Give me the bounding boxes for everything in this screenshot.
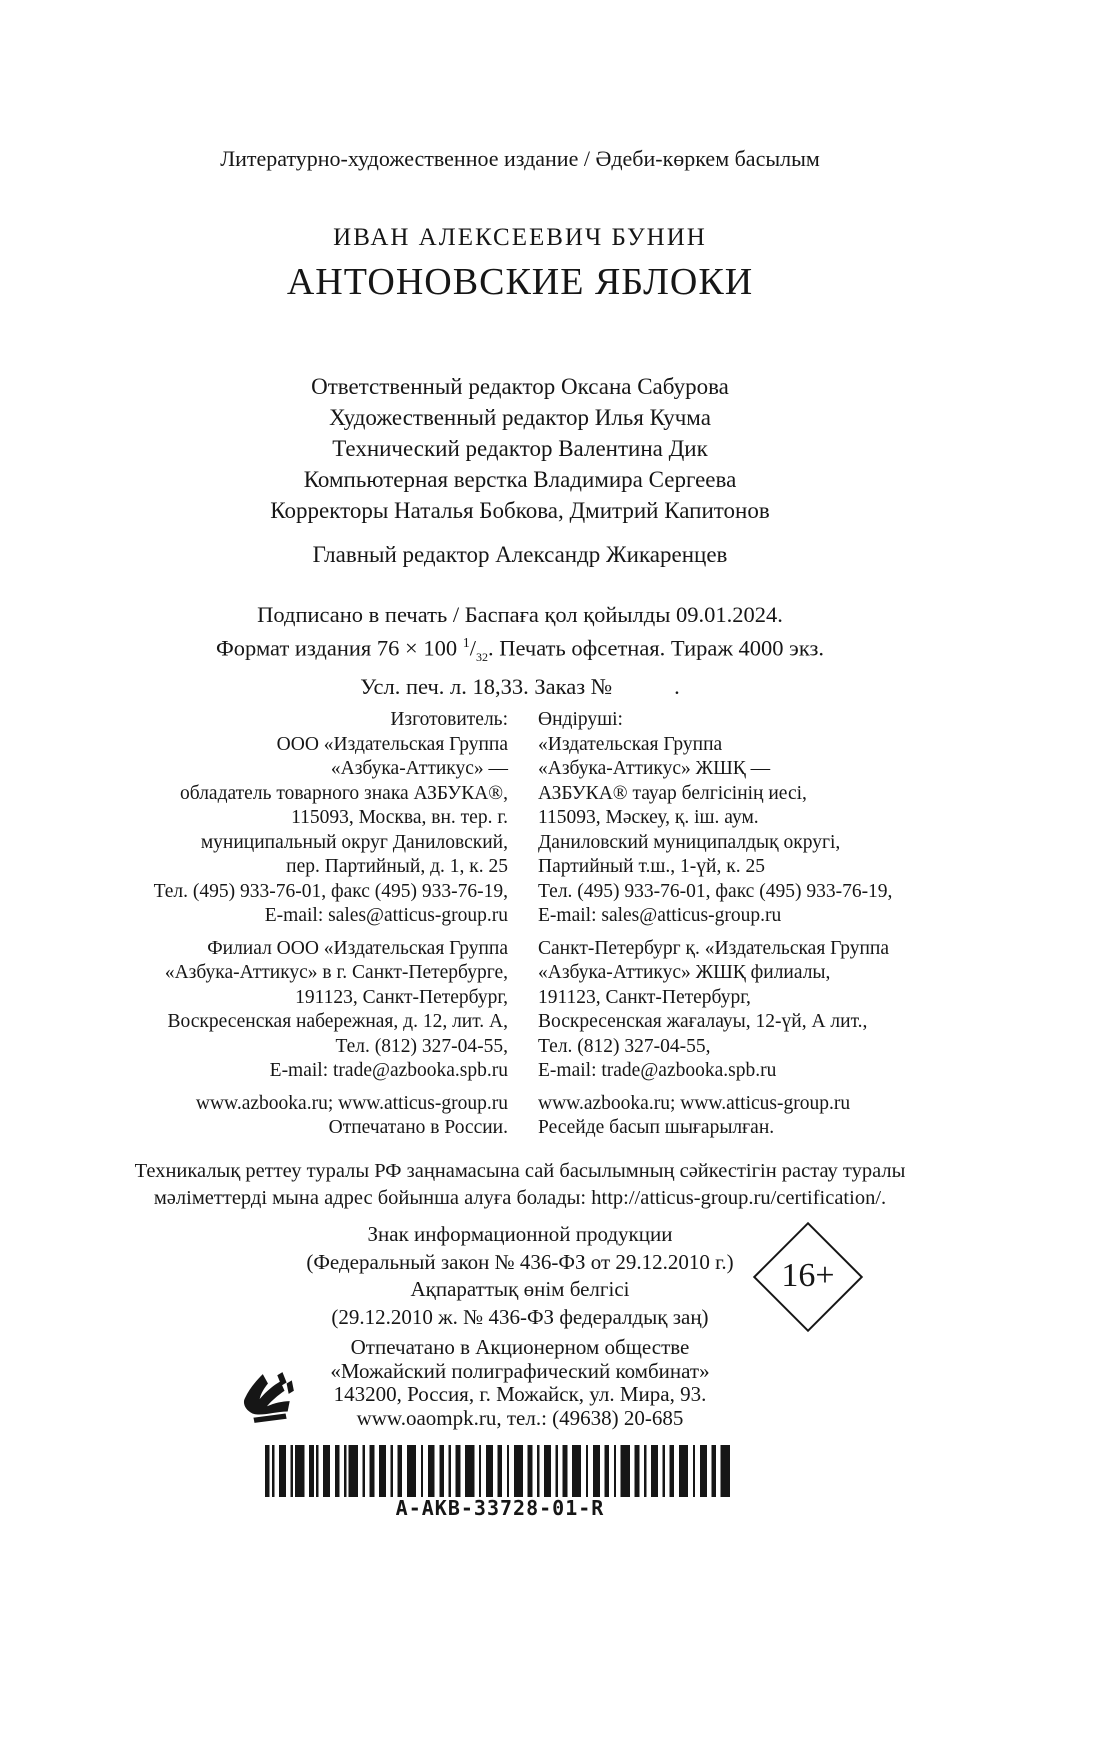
information-sign-line: (Федеральный закон № 436-ФЗ от 29.12.2010 г.) (306, 1249, 734, 1274)
print-run-info (0, 600, 1040, 701)
address-line: Воскресенская набережная, д. 12, лит. А, (167, 1011, 508, 1032)
address-paragraph (0, 708, 508, 929)
address-line: «Азбука-Аттикус» ЖШҚ филиалы, (538, 962, 831, 983)
certification-line: Техникалық реттеу туралы РФ заңнамасына сай басылымның сәйкестігін растау туралы (134, 1160, 906, 1182)
printer-info-line: «Можайский полиграфический комбинат» (330, 1358, 710, 1383)
book-title: АНТОНОВСКИЕ ЯБЛОКИ (286, 261, 754, 303)
printer-info-line: www.oaompk.ru, тел.: (49638) 20-685 (356, 1405, 684, 1430)
address-line: «Азбука-Аттикус» — (330, 758, 508, 779)
staff-credit-line: Компьютерная верстка Владимира Сергеева (303, 467, 737, 492)
address-paragraph (538, 708, 958, 929)
print-format-line: Формат издания 76 × 100 $^1/_{32}$. Печать офсетная. Тираж 4000 экз. (216, 635, 824, 664)
staff-credit-line: Технический редактор Валентина Дик (332, 436, 708, 461)
age-rating-label: 16+ (781, 1257, 835, 1294)
print-conditional-line: Усл. печ. л. 18,33. Заказ № . (360, 674, 680, 699)
printer-logo-icon (240, 1371, 298, 1425)
address-line: 191123, Санкт-Петербург, (538, 986, 751, 1008)
address-line: Тел. (812) 327-04-55, (538, 1035, 711, 1057)
barcode (265, 1445, 730, 1497)
address-line: Өндіруші: (538, 709, 623, 730)
address-line: Отпечатано в России. (328, 1117, 508, 1138)
address-line: Тел. (495) 933-76-01, факс (495) 933-76-19, (153, 880, 508, 902)
address-line: 115093, Москва, вн. тер. г. (291, 807, 508, 828)
staff-credits (0, 371, 1040, 526)
address-line: обладатель товарного знака АЗБУКА®, (180, 782, 508, 804)
chief-editor-line: Главный редактор Александр Жикаренцев (312, 542, 728, 567)
address-paragraph (538, 937, 958, 1084)
address-line: www.azbooka.ru; www.atticus-group.ru (195, 1092, 508, 1114)
address-line: ООО «Издательская Группа (276, 733, 508, 755)
address-line: «Азбука-Аттикус» в г. Санкт-Петербурге, (164, 962, 508, 983)
address-line: муниципальный округ Даниловский, (200, 831, 508, 853)
barcode-label: A-AKB-33728-01-R (395, 1496, 605, 1520)
certification-note (0, 1158, 1040, 1212)
staff-credit-line: Корректоры Наталья Бобкова, Дмитрий Капитонов (270, 498, 770, 523)
information-sign-line: Ақпараттық өнім белгісі (410, 1277, 630, 1301)
edition-type-line: Литературно-художественное издание / Әдеби-көркем басылым (220, 146, 820, 171)
printer-info-line: Отпечатано в Акционерном обществе (350, 1335, 690, 1359)
address-line: Филиал ООО «Издательская Группа (207, 937, 508, 959)
address-line: www.azbooka.ru; www.atticus-group.ru (538, 1092, 851, 1114)
address-line: Санкт-Петербург қ. «Издательская Группа (538, 937, 889, 959)
manufacturer-column-ru (0, 708, 508, 1141)
address-paragraph (0, 937, 508, 1084)
address-line: Воскресенская жағалауы, 12-үй, А лит., (538, 1011, 868, 1032)
staff-credit-line: Ответственный редактор Оксана Сабурова (311, 374, 729, 399)
address-line: Даниловский муниципалдық округі, (538, 831, 841, 853)
address-line: 191123, Санкт-Петербург, (295, 986, 508, 1008)
staff-credit-line: Художественный редактор Илья Кучма (329, 405, 711, 430)
address-line: пер. Партийный, д. 1, к. 25 (286, 856, 508, 877)
address-line: Партийный т.ш., 1-үй, к. 25 (538, 856, 765, 877)
address-line: «Азбука-Аттикус» ЖШҚ — (538, 758, 771, 779)
address-line: «Издательская Группа (538, 733, 723, 755)
information-product-sign (0, 1221, 1040, 1331)
address-line: АЗБУКА® тауар белгісінің иесі, (538, 782, 807, 804)
printer-info (0, 1336, 1040, 1430)
printer-info-line: 143200, Россия, г. Можайск, ул. Мира, 93. (333, 1382, 707, 1406)
address-line: Тел. (812) 327-04-55, (335, 1035, 508, 1057)
information-sign-line: Знак информационной продукции (367, 1222, 673, 1246)
address-line: 115093, Мәскеу, қ. іш. аум. (538, 807, 759, 828)
address-line: Тел. (495) 933-76-01, факс (495) 933-76-19, (538, 880, 893, 902)
address-paragraph (0, 1092, 508, 1141)
print-signed-line: Подписано в печать / Баспаға қол қойылды 09.01.2024. (257, 602, 783, 627)
address-line: E-mail: sales@atticus-group.ru (264, 905, 508, 926)
address-line: Ресейде басып шығарылған. (538, 1117, 775, 1138)
address-line: E-mail: trade@azbooka.spb.ru (269, 1060, 508, 1081)
manufacturer-column-kz (538, 708, 958, 1141)
address-line: E-mail: sales@atticus-group.ru (538, 905, 782, 926)
author-name: ИВАН АЛЕКСЕЕВИЧ БУНИН (333, 224, 707, 251)
certification-line: мәліметтерді мына адрес бойынша алуға болады: http://atticus-group.ru/certification/. (153, 1187, 887, 1209)
information-sign-line: (29.12.2010 ж. № 436-ФЗ федералдық заң) (331, 1304, 709, 1329)
address-paragraph (538, 1092, 958, 1141)
address-line: Изготовитель: (390, 709, 508, 730)
address-line: E-mail: trade@azbooka.spb.ru (538, 1060, 777, 1081)
